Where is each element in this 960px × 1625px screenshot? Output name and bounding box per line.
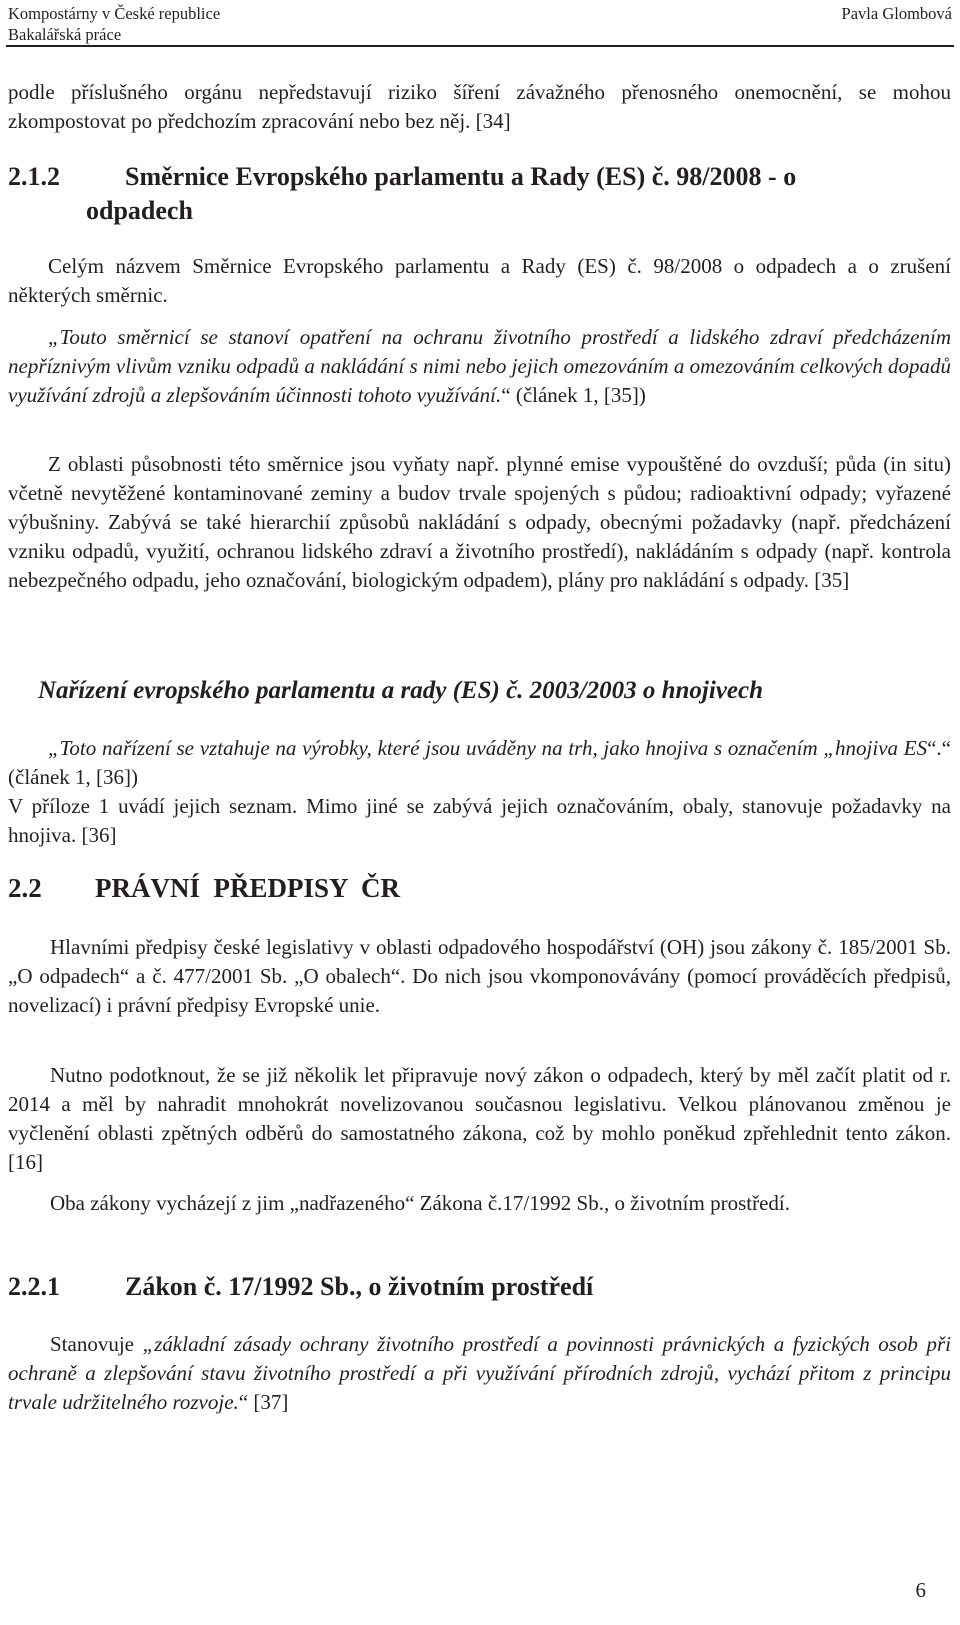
paragraph-main-laws: Hlavními předpisy české legislativy v oblasti odpadového hospodářství (OH) jsou zákony č. 185/2001 Sb. „O odpadech“ a č. 477/2001 Sb. „O obalech“. Do nich jsou vkomponovávány (pomocí prováděcích předpisů, novelizací) i právní předpisy Evropské unie. [8, 935, 951, 1017]
quote-reference: “ (článek 1, [35]) [501, 383, 646, 407]
section-number: 2.1.2 [8, 162, 60, 191]
header-divider [6, 45, 954, 47]
paragraph-intro: podle příslušného orgánu nepředstavují riziko šíření závažného přenosného onemocnění, se mohou zkompostovat po předchozím zpracování nebo bez něj. [34] [8, 80, 951, 133]
header-author: Pavla Glombová [841, 4, 952, 23]
running-header-left [8, 3, 220, 45]
header-title: Kompostárny v České republice [8, 4, 221, 23]
paragraph-law-17-1992 [8, 1330, 951, 1417]
header-subtitle: Bakalářská práce [8, 25, 122, 44]
section-title: Zákon č. 17/1992 Sb., o životním prostředí [125, 1272, 594, 1301]
section-heading-2-1-2 [8, 160, 951, 193]
law-reference: “ [37] [238, 1390, 289, 1414]
law-quote: „základní zásady ochrany životního prostředí a povinnosti právnických a fyzických osob při ochraně a zlepšování stavu životního prostředí a při využívání přírodních zdrojů, vychází přitom z principu trvale udržitelného rozvoje. [8, 1332, 951, 1414]
paragraph-fertilizers-annex: V příloze 1 uvádí jejich seznam. Mimo jiné se zabývá jejich označováním, obaly, stanovuje požadavky na hnojiva. [36] [8, 794, 951, 847]
fertilizer-quote-reference: “.“ (článek 1, [36]) [8, 736, 951, 789]
fertilizer-quote-text: „Toto nařízení se vztahuje na výrobky, které jsou uváděny na trh, jako hnojiva s označením „hnojiva ES [48, 736, 928, 760]
law-lead: Stanovuje [50, 1332, 143, 1356]
section-number: 2.2.1 [8, 1272, 60, 1301]
quote-text: „Touto směrnicí se stanoví opatření na ochranu životního prostředí a lidského zdraví předcházením nepříznivým vlivům vzniku odpadů a nakládání s nimi nebo jejich omezováním a omezováním celkových dopadů využívání zdrojů a zlepšováním účinnosti tohoto využívání. [8, 325, 951, 407]
paragraph-fertilizers-quote [8, 734, 951, 792]
section-title: Směrnice Evropského parlamentu a Rady (ES) č. 98/2008 - o [125, 162, 797, 191]
paragraph-quote [8, 323, 951, 410]
page-number: 6 [915, 1578, 926, 1602]
section-number: 2.2 [8, 873, 42, 903]
section-heading-fertilizers: Nařízení evropského parlamentu a rady (ES) č. 2003/2003 o hnojivech [38, 677, 764, 704]
paragraph-new-law: Nutno podotknout, že se již několik let připravuje nový zákon o odpadech, který by měl začít platit od r. 2014 a měl by nahradit mnohokrát novelizovanou současnou legislativu. Velkou plánovanou změnou je vyčlenění oblasti zpětných odběrů do samostatného zákona, což by mohlo poněkud zpřehlednit tento zákon. [16] [8, 1063, 951, 1174]
section-heading-2-2 [8, 872, 951, 905]
paragraph-full-name: Celým názvem Směrnice Evropského parlamentu a Rady (ES) č. 98/2008 o odpadech a o zrušení některých směrnic. [8, 254, 951, 307]
paragraph-scope: Z oblasti působnosti této směrnice jsou vyňaty např. plynné emise vypouštěné do ovzduší; půda (in situ) včetně nevytěžené kontaminované zeminy a budov trvale spojených s půdou; radioaktivní odpady; vyřazené výbušniny. Zabývá se také hierarchií způsobů nakládání s odpady, obecnými požadavky (např. předcházení vzniku odpadů, využití, ochranou lidského zdraví a životního prostředí), nakládáním s odpady (např. kontrola nebezpečného odpadu, jeho označování, biologickým odpadem), plány pro nakládání s odpady. [35] [8, 452, 951, 592]
section-heading-continuation: odpadech [86, 196, 193, 225]
section-heading-2-2-1 [8, 1270, 951, 1303]
section-title: PRÁVNÍ PŘEDPISY ČR [95, 873, 401, 903]
paragraph-both-laws: Oba zákony vycházejí z jim „nadřazeného“ Zákona č.17/1992 Sb., o životním prostředí. [50, 1191, 791, 1215]
